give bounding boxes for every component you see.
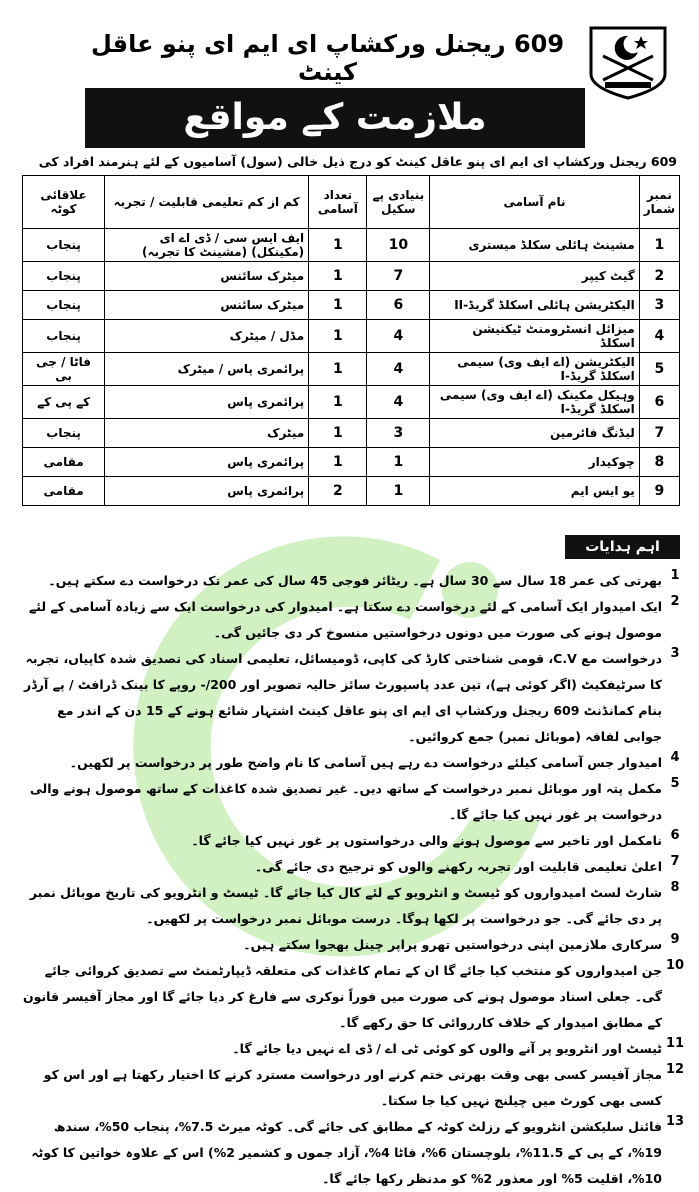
note-text: امیدوار جس آسامی کیلئے درخواست دے رہے ہیں آسامی کا نام واضح طور پر درخواست پر لکھیں۔ [69,755,662,770]
row-count: 1 [309,229,367,262]
row-count: 1 [309,386,367,419]
note-number: 2 [670,594,680,609]
row-scale: 1 [367,477,430,506]
note-text: فائنل سلیکشن انٹرویو کے رزلٹ کوٹہ کے مطابق کی جائے گی۔ کوٹہ میرٹ 7.5%، پنجاب 50%، سندھ 19%، کے پی کے 11.5%، بلوچستان 6%، فاٹا 4%، آزاد جموں و کشمیر 2%) اس کے علاوہ خواتین کا کوٹہ 10%، اقلیت 5% اور معذور 2% کو مدنظر رکھا جائے گا۔ [31,1119,662,1186]
note-text: سرکاری ملازمین اپنی درخواستیں تھرو پراپر چینل بھجوا سکتے ہیں۔ [243,937,662,952]
row-quota: پنجاب [23,291,105,320]
jobs-banner: ملازمت کے مواقع [85,88,585,148]
header-no: نمبر شمار [639,176,679,229]
notes-list [18,568,688,1192]
row-scale: 7 [367,262,430,291]
list-item [18,1114,688,1192]
note-number: 6 [670,828,680,843]
row-scale: 1 [367,448,430,477]
row-quota: پنجاب [23,262,105,291]
row-qualification: پرائمری پاس [105,477,309,506]
row-name: چوکیدار [430,448,640,477]
row-no: 5 [639,353,679,386]
row-scale: 10 [367,229,430,262]
row-no: 1 [639,229,679,262]
list-item [18,568,688,594]
row-name: گیٹ کیپر [430,262,640,291]
row-qualification: پرائمری پاس / میٹرک [105,353,309,386]
row-qualification: میٹرک سائنس [105,262,309,291]
row-qualification: پرائمری پاس [105,448,309,477]
note-text: درخواست مع C.V، قومی شناختی کارڈ کی کاپی، ڈومیسائل، تعلیمی اسناد کی تصدیق شدہ کاپیاں، تجربہ کا سرٹیفکیٹ (اگر کوئی ہے)، تین عدد پاسپورٹ سائز حالیہ تصویر اور 200/- روپے کا بینک ڈرافٹ / پے آرڈر بنام کمانڈنٹ 609 ریجنل ورکشاپ ای ایم ای پنو عاقل کینٹ اشتہار شائع ہونے کے 15 دن کے اندر مع جوابی لفافہ (موبائل نمبر) جمع کروائیں۔ [24,651,662,744]
row-quota: پنجاب [23,320,105,353]
row-qualification: میٹرک سائنس [105,291,309,320]
note-number: 3 [670,646,680,661]
table-row [23,291,680,320]
row-count: 1 [309,262,367,291]
list-item [18,1036,688,1062]
army-emblem-icon [585,22,671,100]
row-no: 3 [639,291,679,320]
list-item [18,958,688,1036]
row-scale: 3 [367,419,430,448]
note-number: 11 [665,1036,685,1051]
row-quota: پنجاب [23,229,105,262]
header-name: نام آسامی [430,176,640,229]
note-number: 4 [670,750,680,765]
header-count: تعداد آسامی [309,176,367,229]
row-no: 6 [639,386,679,419]
note-number: 7 [670,854,680,869]
note-text: جن امیدواروں کو منتخب کیا جائے گا ان کے تمام کاغذات کی متعلقہ ڈیپارٹمنٹ سے تصدیق کروائی جائے گی۔ جعلی اسناد موصول ہونے کی صورت میں فوراً نوکری سے فارغ کر دیا جائے گا اور مجاز آفیسر قانون کے مطابق امیدوار کے خلاف کارروائی کا حق رکھے گا۔ [22,963,662,1030]
row-no: 9 [639,477,679,506]
table-row [23,262,680,291]
note-number: 5 [670,776,680,791]
note-number: 10 [665,958,685,973]
row-count: 1 [309,448,367,477]
row-quota: مقامی [23,477,105,506]
row-qualification: میٹرک [105,419,309,448]
row-count: 1 [309,419,367,448]
note-text: نامکمل اور تاخیر سے موصول ہونے والی درخواستوں پر غور نہیں کیا جائے گا۔ [191,833,662,848]
table-row [23,386,680,419]
list-item [18,854,688,880]
list-item [18,646,688,750]
header-qualification: کم از کم تعلیمی قابلیت / تجربہ [105,176,309,229]
note-number: 13 [665,1114,685,1129]
note-number: 12 [665,1062,685,1077]
note-text: ٹیسٹ اور انٹرویو پر آنے والوں کو کوئی ٹی اے / ڈی اے نہیں دیا جائے گا۔ [232,1041,662,1056]
row-qualification: مڈل / میٹرک [105,320,309,353]
row-name: یو ایس ایم [430,477,640,506]
note-number: 1 [670,568,680,583]
table-row [23,419,680,448]
row-name: مشینٹ ہائلی سکلڈ میستری [430,229,640,262]
row-scale: 6 [367,291,430,320]
note-text: بھرتی کی عمر 18 سال سے 30 سال ہے۔ ریٹائر فوجی 45 سال کی عمر تک درخواست دے سکتے ہیں۔ [48,573,662,588]
table-row [23,229,680,262]
list-item [18,828,688,854]
row-name: لیڈنگ فائرمین [430,419,640,448]
row-name: وہیکل مکینک (اے ایف وی) سیمی اسکلڈ گریڈ-I [430,386,640,419]
row-no: 7 [639,419,679,448]
note-text: شارٹ لسٹ امیدواروں کو ٹیسٹ و انٹرویو کے لئے کال کیا جائے گا۔ ٹیسٹ و انٹرویو کی تاریخ موبائل نمبر پر دی جائے گی۔ جو درخواست پر لکھا ہوگا۔ درست موبائل نمبر درخواست پر لکھیں۔ [29,885,662,926]
page-title: 609 ریجنل ورکشاپ ای ایم ای پنو عاقل کینٹ [90,30,565,86]
row-scale: 4 [367,353,430,386]
intro-text: 609 ریجنل ورکشاپ ای ایم ای پنو عاقل کینٹ کو درج ذیل خالی (سول) آسامیوں کے لئے ہنرمند افراد کی [38,154,677,169]
table-row [23,448,680,477]
row-quota: پنجاب [23,419,105,448]
row-qualification: پرائمری پاس [105,386,309,419]
table-row [23,353,680,386]
table-row [23,320,680,353]
notes-title: اہم ہدایات [565,535,680,559]
row-no: 4 [639,320,679,353]
list-item [18,750,688,776]
row-scale: 4 [367,320,430,353]
row-count: 1 [309,353,367,386]
row-qualification: ایف ایس سی / ڈی اے ای (مکینکل) (مشینٹ کا تجربہ) [105,229,309,262]
header-scale: بنیادی پے سکیل [367,176,430,229]
row-name: الیکٹریشن ہائلی اسکلڈ گریڈ-II [430,291,640,320]
list-item [18,932,688,958]
row-name: الیکٹریشن (اے ایف وی) سیمی اسکلڈ گریڈ-I [430,353,640,386]
note-text: مجاز آفیسر کسی بھی وقت بھرتی ختم کرنے اور درخواست مسترد کرنے کا اختیار رکھتا ہے اور اس کو کسی بھی کورٹ میں چیلنج نہیں کیا جا سکتا۔ [43,1067,662,1108]
table-row [23,477,680,506]
note-text: اعلیٰ تعلیمی قابلیت اور تجربہ رکھنے والوں کو ترجیح دی جائے گی۔ [254,859,662,874]
row-quota: کے پی کے [23,386,105,419]
note-number: 9 [670,932,680,947]
list-item [18,880,688,932]
table-header-row [23,176,680,229]
row-count: 1 [309,320,367,353]
row-count: 2 [309,477,367,506]
list-item [18,776,688,828]
row-no: 2 [639,262,679,291]
row-quota: فاٹا / جی بی [23,353,105,386]
list-item [18,594,688,646]
row-name: میزائل انسٹرومنٹ ٹیکنیشن اسکلڈ [430,320,640,353]
row-no: 8 [639,448,679,477]
header-quota: علاقائی کوٹہ [23,176,105,229]
note-text: مکمل پتہ اور موبائل نمبر درخواست کے ساتھ دیں۔ غیر تصدیق شدہ کاغذات کے ساتھ موصول ہونے والی درخواست پر غور نہیں کیا جائے گا۔ [29,781,662,822]
note-number: 8 [670,880,680,895]
list-item [18,1062,688,1114]
posts-table [22,175,680,506]
row-count: 1 [309,291,367,320]
row-quota: مقامی [23,448,105,477]
row-scale: 4 [367,386,430,419]
note-text: ایک امیدوار ایک آسامی کے لئے درخواست دے سکتا ہے۔ امیدوار کی درخواست ایک سے زیادہ آسامی کے لئے موصول ہونے کی صورت میں دونوں درخواستیں منسوخ کر دی جائیں گی۔ [28,599,662,640]
